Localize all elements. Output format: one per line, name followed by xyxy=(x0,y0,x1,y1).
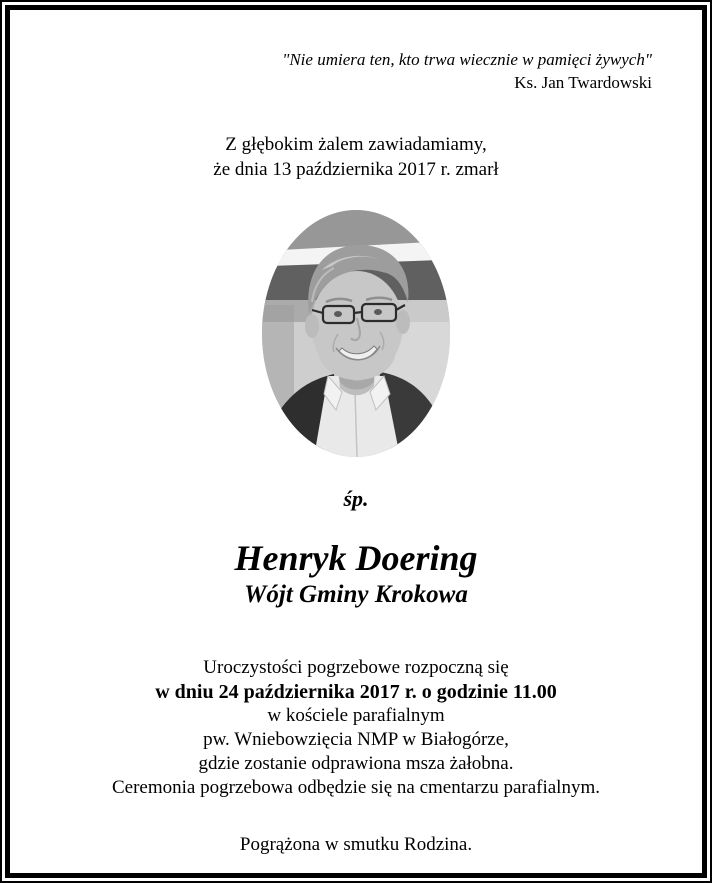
ceremony-line-2-date-time: w dniu 24 października 2017 r. o godzinie 11.00 xyxy=(155,681,557,703)
epigraph-quote: "Nie umiera ten, kto trwa wiecznie w pamięci żywych" xyxy=(282,50,652,69)
portrait-photo xyxy=(262,210,450,457)
announcement-line-2: że dnia 13 października 2017 r. zmarł xyxy=(213,159,499,180)
epigraph-author: Ks. Jan Twardowski xyxy=(514,73,652,92)
announcement-block xyxy=(10,132,702,182)
closing-family-line: Pogrążona w smutku Rodzina. xyxy=(239,834,473,855)
ceremony-line-5: gdzie zostanie odprawiona msza żałobna. xyxy=(198,753,514,774)
ceremony-line-4: pw. Wniebowzięcia NMP w Białogórze, xyxy=(203,729,509,750)
inner-border-frame xyxy=(5,5,707,878)
ceremony-line-1: Uroczystości pogrzebowe rozpoczną się xyxy=(203,657,509,678)
deceased-title: Wójt Gminy Krokowa xyxy=(244,581,468,608)
ceremony-details-block xyxy=(10,656,702,800)
ceremony-line-3: w kościele parafialnym xyxy=(267,705,445,726)
epigraph-block xyxy=(10,48,702,94)
ceremony-line-6: Ceremonia pogrzebowa odbędzie się na cmentarzu parafialnym. xyxy=(112,777,600,798)
honorific-sp: śp. xyxy=(343,486,369,511)
deceased-name: Henryk Doering xyxy=(234,538,478,578)
photo-container xyxy=(10,210,702,462)
announcement-line-1: Z głębokim żalem zawiadamiamy, xyxy=(225,134,487,155)
